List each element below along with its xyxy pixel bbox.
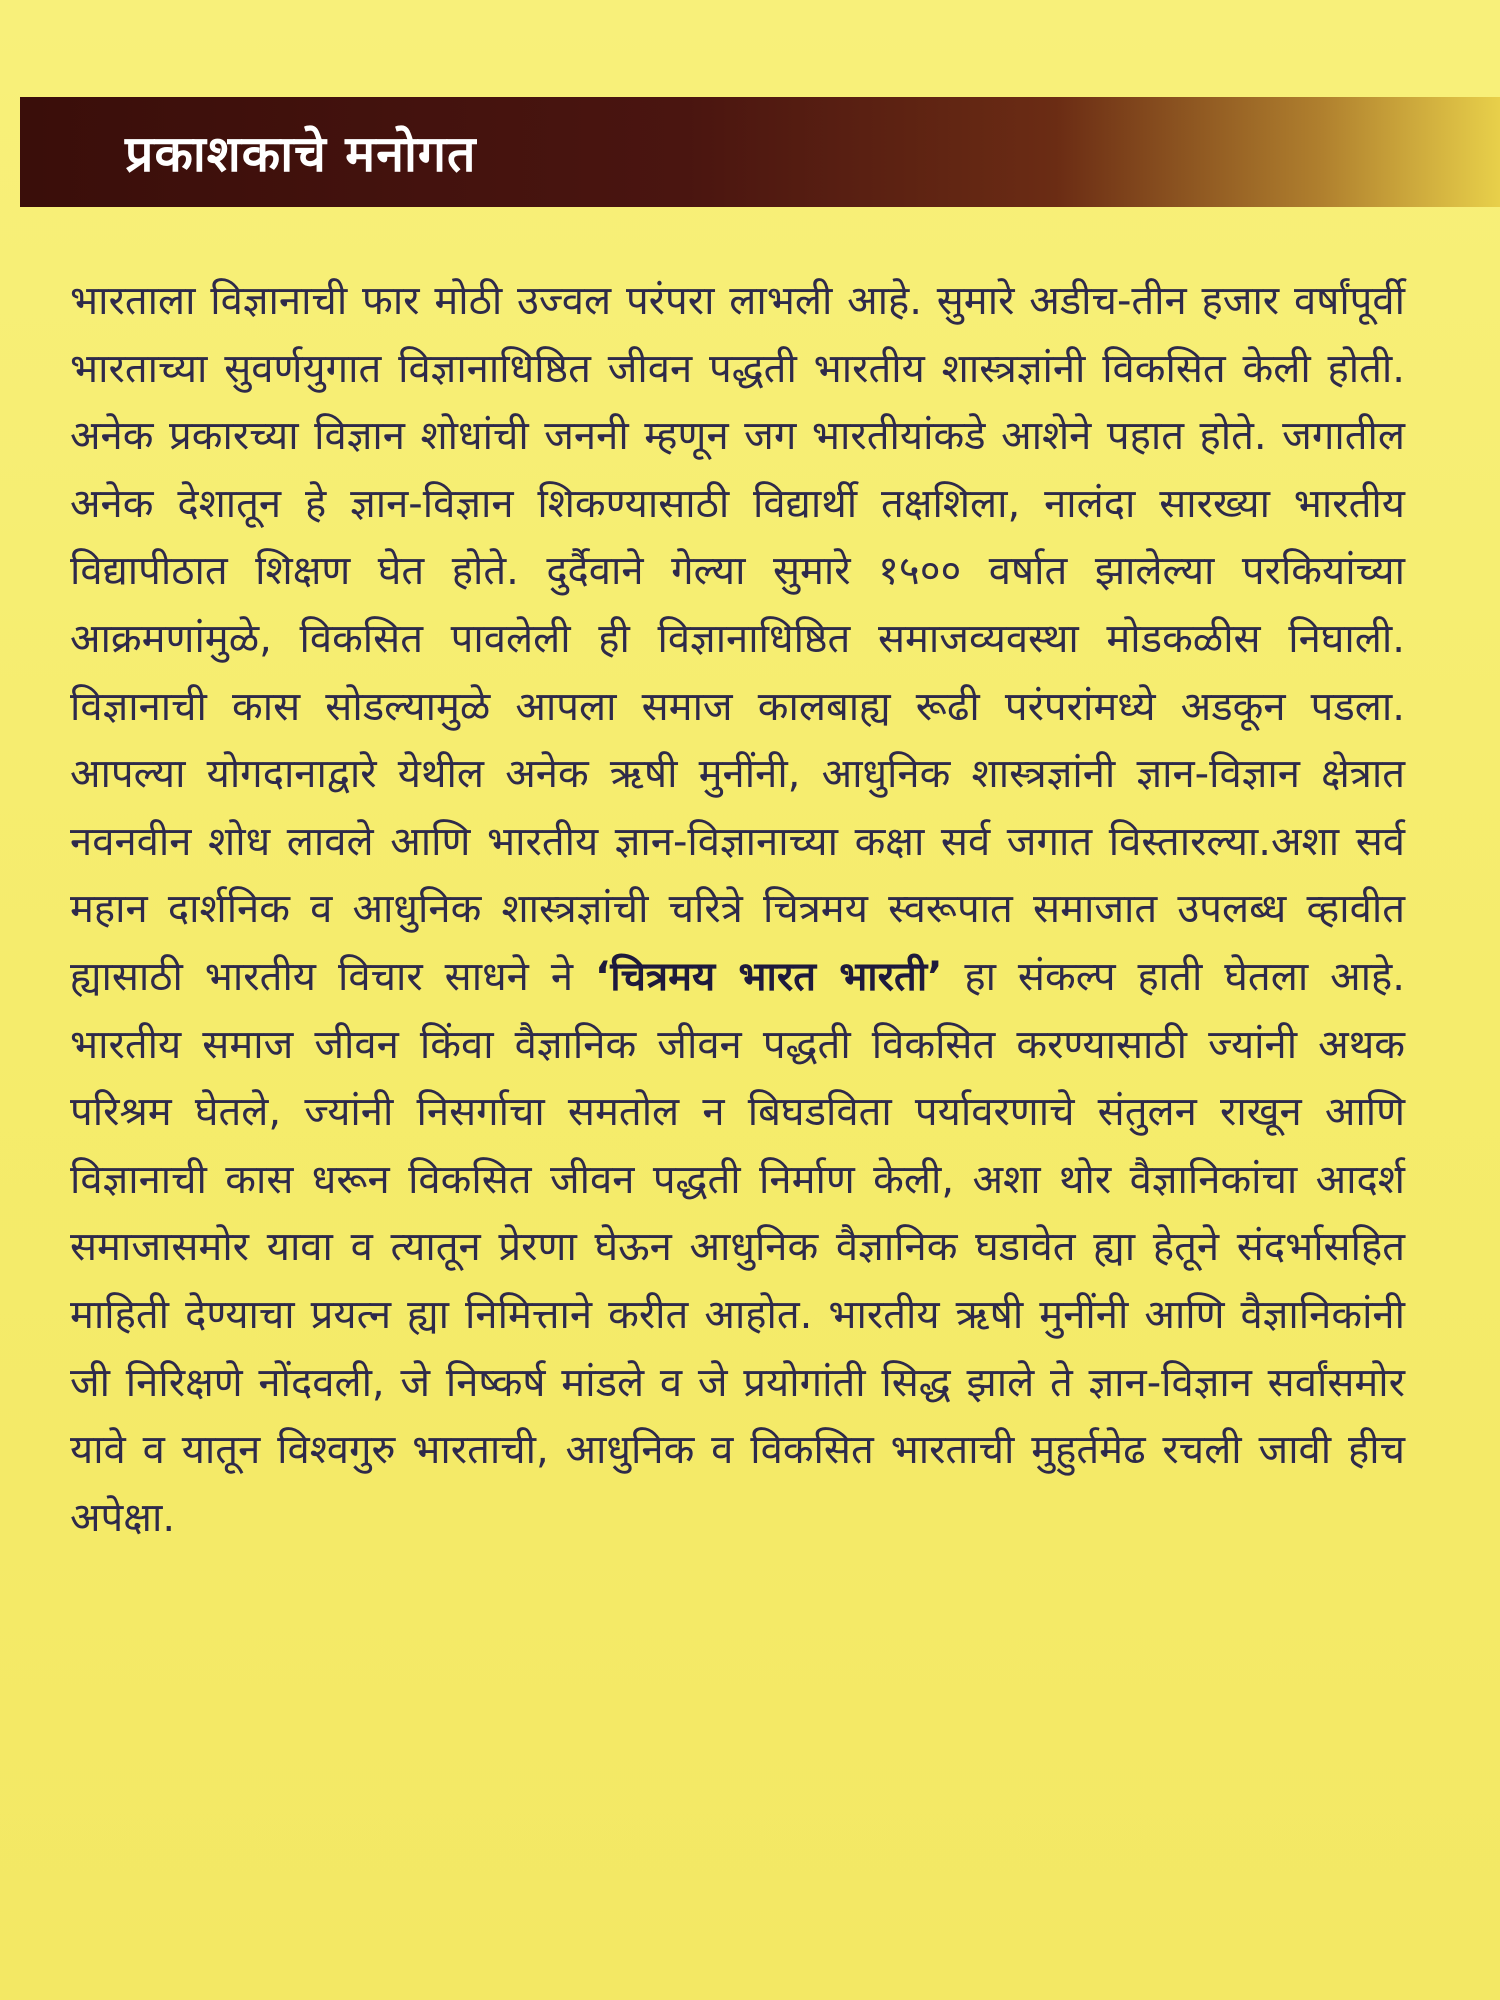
paragraph-text-part-2: हा संकल्प हाती घेतला आहे. भारतीय समाज जीवन किंवा वैज्ञानिक जीवन पद्धती विकसित करण्यासाठी ज्यांनी अथक परिश्रम घेतले, ज्यांनी निसर्गाचा समतोल न बिघडविता पर्यावरणाचे संतुलन राखून आणि विज्ञानाची कास धरून विकसित जीवन पद्धती निर्माण केली, अशा थोर वैज्ञानिकांचा आदर्श समाजासमोर यावा व त्यातून प्रेरणा घेऊन आधुनिक वैज्ञानिक घडावेत ह्या हेतूने संदर्भासहित माहिती देण्याचा प्रयत्न ह्या निमित्ताने करीत आहोत. भारतीय ऋषी मुनींनी आणि वैज्ञानिकांनी जी निरिक्षणे नोंदवली, जे निष्कर्ष मांडले व जे प्रयोगांती सिद्ध झाले ते ज्ञान-विज्ञान सर्वांसमोर यावे व यातून विश्वगुरु भारताची, आधुनिक व विकसित भारताची मुहुर्तमेढ रचली जावी हीच अपेक्षा. — [70, 953, 1406, 1541]
heading-banner — [20, 97, 1500, 207]
project-name-emphasis: ‘चित्रमय भारत भारती’ — [595, 953, 943, 1000]
publisher-note-paragraph — [70, 268, 1405, 1552]
paragraph-text-part-1: भारताला विज्ञानाची फार मोठी उज्वल परंपरा लाभली आहे. सुमारे अडीच-तीन हजार वर्षांपूर्वी भारताच्या सुवर्णयुगात विज्ञानाधिष्ठित जीवन पद्धती भारतीय शास्त्रज्ञांनी विकसित केली होती. अनेक प्रकारच्या विज्ञान शोधांची जननी म्हणून जग भारतीयांकडे आशेने पहात होते. जगातील अनेक देशातून हे ज्ञान-विज्ञान शिकण्यासाठी विद्यार्थी तक्षशिला, नालंदा सारख्या भारतीय विद्यापीठात शिक्षण घेत होते. दुर्दैवाने गेल्या सुमारे १५०० वर्षात झालेल्या परकियांच्या आक्रमणांमुळे, विकसित पावलेली ही विज्ञानाधिष्ठित समाजव्यवस्था मोडकळीस निघाली. विज्ञानाची कास सोडल्यामुळे आपला समाज कालबाह्य रूढी परंपरांमध्ये अडकून पडला. आपल्या योगदानाद्वारे येथील अनेक ऋषी मुनींनी, आधुनिक शास्त्रज्ञांनी ज्ञान-विज्ञान क्षेत्रात नवनवीन शोध लावले आणि भारतीय ज्ञान-विज्ञानाच्या कक्षा सर्व जगात विस्तारल्या.अशा सर्व महान दार्शनिक व आधुनिक शास्त्रज्ञांची चरित्रे चित्रमय स्वरूपात समाजात उपलब्ध व्हावीत ह्यासाठी भारतीय विचार साधने ने — [70, 278, 1405, 1000]
page-title: प्रकाशकाचे मनोगत — [125, 125, 477, 183]
